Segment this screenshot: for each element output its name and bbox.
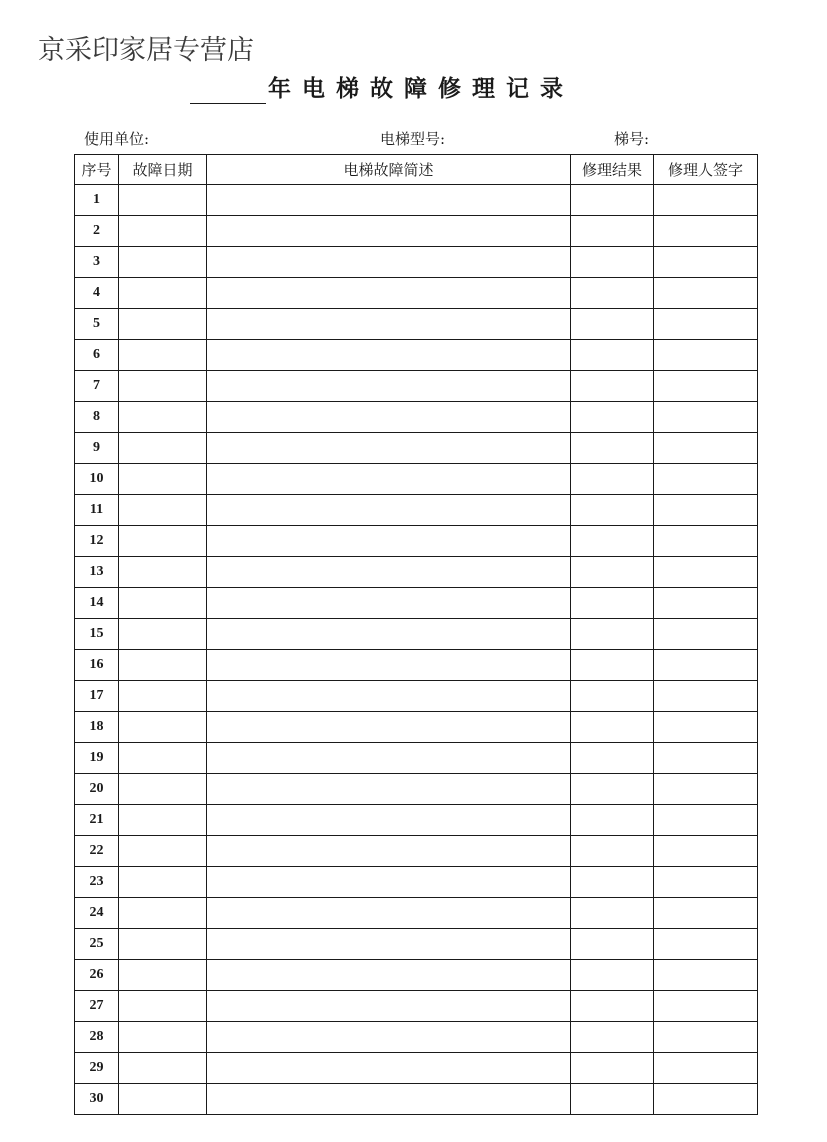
repairer-signature-cell[interactable]: [654, 867, 758, 898]
fault-description-cell[interactable]: [207, 960, 571, 991]
row-serial: 22: [75, 836, 119, 867]
store-watermark: 京采印家居专营店: [38, 35, 254, 66]
table-row: [75, 929, 758, 960]
header-fault-date: 故障日期: [119, 155, 207, 185]
repair-result-cell[interactable]: [571, 1022, 654, 1053]
row-serial: 13: [75, 557, 119, 588]
row-serial: 1: [75, 185, 119, 216]
fault-description-cell[interactable]: [207, 805, 571, 836]
fault-date-cell[interactable]: [119, 805, 207, 836]
fault-description-cell[interactable]: [207, 681, 571, 712]
row-serial: 14: [75, 588, 119, 619]
repair-result-cell[interactable]: [571, 588, 654, 619]
fault-description-cell[interactable]: [207, 340, 571, 371]
repair-result-cell[interactable]: [571, 774, 654, 805]
row-serial: 10: [75, 464, 119, 495]
table-row: [75, 495, 758, 526]
repair-result-cell[interactable]: [571, 526, 654, 557]
fault-description-cell[interactable]: [207, 929, 571, 960]
repair-result-cell[interactable]: [571, 402, 654, 433]
row-serial: 4: [75, 278, 119, 309]
row-serial: 15: [75, 619, 119, 650]
fault-date-cell[interactable]: [119, 309, 207, 340]
row-serial: 28: [75, 1022, 119, 1053]
repairer-signature-cell[interactable]: [654, 960, 758, 991]
table-row: [75, 836, 758, 867]
repairer-signature-cell[interactable]: [654, 247, 758, 278]
repairer-signature-cell[interactable]: [654, 526, 758, 557]
repairer-signature-cell[interactable]: [654, 495, 758, 526]
table-row: [75, 960, 758, 991]
fault-date-cell[interactable]: [119, 1022, 207, 1053]
repairer-signature-cell[interactable]: [654, 402, 758, 433]
table-row: [75, 650, 758, 681]
table-row: [75, 588, 758, 619]
repair-result-cell[interactable]: [571, 619, 654, 650]
repair-result-cell[interactable]: [571, 1084, 654, 1115]
table-row: [75, 712, 758, 743]
fault-description-cell[interactable]: [207, 495, 571, 526]
fault-date-cell[interactable]: [119, 650, 207, 681]
row-serial: 2: [75, 216, 119, 247]
fault-description-cell[interactable]: [207, 433, 571, 464]
repairer-signature-cell[interactable]: [654, 433, 758, 464]
row-serial: 24: [75, 898, 119, 929]
repairer-signature-cell[interactable]: [654, 1053, 758, 1084]
row-serial: 30: [75, 1084, 119, 1115]
repair-result-cell[interactable]: [571, 836, 654, 867]
fault-description-cell[interactable]: [207, 1022, 571, 1053]
document-title: [190, 70, 574, 104]
repairer-signature-cell[interactable]: [654, 991, 758, 1022]
fault-date-cell[interactable]: [119, 464, 207, 495]
fault-description-cell[interactable]: [207, 1053, 571, 1084]
repair-result-cell[interactable]: [571, 898, 654, 929]
row-serial: 8: [75, 402, 119, 433]
row-serial: 18: [75, 712, 119, 743]
fault-description-cell[interactable]: [207, 743, 571, 774]
table-row: [75, 1084, 758, 1115]
fault-date-cell[interactable]: [119, 588, 207, 619]
fault-date-cell[interactable]: [119, 960, 207, 991]
repair-result-cell[interactable]: [571, 681, 654, 712]
repair-result-cell[interactable]: [571, 464, 654, 495]
row-serial: 16: [75, 650, 119, 681]
row-serial: 17: [75, 681, 119, 712]
fault-description-cell[interactable]: [207, 557, 571, 588]
table-row: [75, 526, 758, 557]
row-serial: 23: [75, 867, 119, 898]
row-serial: 12: [75, 526, 119, 557]
elevator-number-label: 梯号:: [614, 130, 650, 148]
fault-date-cell[interactable]: [119, 836, 207, 867]
fault-description-cell[interactable]: [207, 836, 571, 867]
repair-record-table: [74, 154, 758, 1115]
fault-date-cell[interactable]: [119, 712, 207, 743]
repair-result-cell[interactable]: [571, 278, 654, 309]
repairer-signature-cell[interactable]: [654, 805, 758, 836]
repair-result-cell[interactable]: [571, 309, 654, 340]
repair-result-cell[interactable]: [571, 340, 654, 371]
repair-result-cell[interactable]: [571, 495, 654, 526]
header-repairer-signature: 修理人签字: [654, 155, 758, 185]
repairer-signature-cell[interactable]: [654, 216, 758, 247]
repair-result-cell[interactable]: [571, 991, 654, 1022]
table-row: [75, 309, 758, 340]
table-row: [75, 557, 758, 588]
table-row: [75, 681, 758, 712]
fault-date-cell[interactable]: [119, 619, 207, 650]
repairer-signature-cell[interactable]: [654, 650, 758, 681]
fault-date-cell[interactable]: [119, 495, 207, 526]
fault-date-cell[interactable]: [119, 247, 207, 278]
row-serial: 29: [75, 1053, 119, 1084]
table-row: [75, 1022, 758, 1053]
repair-result-cell[interactable]: [571, 867, 654, 898]
fault-date-cell[interactable]: [119, 743, 207, 774]
repairer-signature-cell[interactable]: [654, 371, 758, 402]
repair-result-cell[interactable]: [571, 743, 654, 774]
repair-result-cell[interactable]: [571, 929, 654, 960]
fault-description-cell[interactable]: [207, 991, 571, 1022]
model-label: 电梯型号:: [380, 130, 446, 148]
repairer-signature-cell[interactable]: [654, 836, 758, 867]
repairer-signature-cell[interactable]: [654, 619, 758, 650]
fault-date-cell[interactable]: [119, 898, 207, 929]
fault-description-cell[interactable]: [207, 402, 571, 433]
table-row: [75, 743, 758, 774]
row-serial: 5: [75, 309, 119, 340]
repairer-signature-cell[interactable]: [654, 898, 758, 929]
repair-result-cell[interactable]: [571, 185, 654, 216]
repair-result-cell[interactable]: [571, 371, 654, 402]
repair-result-cell[interactable]: [571, 960, 654, 991]
table-row: [75, 991, 758, 1022]
repairer-signature-cell[interactable]: [654, 309, 758, 340]
table-row: [75, 1053, 758, 1084]
row-serial: 3: [75, 247, 119, 278]
fault-description-cell[interactable]: [207, 588, 571, 619]
header-repair-result: 修理结果: [571, 155, 654, 185]
year-blank-line[interactable]: [190, 77, 266, 104]
fault-description-cell[interactable]: [207, 247, 571, 278]
table-row: [75, 464, 758, 495]
fault-date-cell[interactable]: [119, 774, 207, 805]
repair-result-cell[interactable]: [571, 650, 654, 681]
fault-date-cell[interactable]: [119, 433, 207, 464]
fault-description-cell[interactable]: [207, 309, 571, 340]
repairer-signature-cell[interactable]: [654, 929, 758, 960]
fault-date-cell[interactable]: [119, 991, 207, 1022]
row-serial: 6: [75, 340, 119, 371]
table-row: [75, 619, 758, 650]
fault-description-cell[interactable]: [207, 898, 571, 929]
fault-date-cell[interactable]: [119, 216, 207, 247]
fault-date-cell[interactable]: [119, 1084, 207, 1115]
repairer-signature-cell[interactable]: [654, 743, 758, 774]
repairer-signature-cell[interactable]: [654, 681, 758, 712]
row-serial: 11: [75, 495, 119, 526]
repairer-signature-cell[interactable]: [654, 588, 758, 619]
header-serial: 序号: [75, 155, 119, 185]
fault-description-cell[interactable]: [207, 1084, 571, 1115]
fault-date-cell[interactable]: [119, 929, 207, 960]
repair-result-cell[interactable]: [571, 247, 654, 278]
table-row: [75, 247, 758, 278]
row-serial: 27: [75, 991, 119, 1022]
repair-result-cell[interactable]: [571, 712, 654, 743]
table-row: [75, 867, 758, 898]
fault-description-cell[interactable]: [207, 619, 571, 650]
fault-date-cell[interactable]: [119, 340, 207, 371]
fault-date-cell[interactable]: [119, 526, 207, 557]
fault-description-cell[interactable]: [207, 371, 571, 402]
repairer-signature-cell[interactable]: [654, 340, 758, 371]
title-text: 年电梯故障修理记录: [268, 75, 574, 102]
table-row: [75, 340, 758, 371]
repairer-signature-cell[interactable]: [654, 1022, 758, 1053]
fault-date-cell[interactable]: [119, 867, 207, 898]
row-serial: 21: [75, 805, 119, 836]
repairer-signature-cell[interactable]: [654, 278, 758, 309]
fault-description-cell[interactable]: [207, 774, 571, 805]
fault-description-cell[interactable]: [207, 278, 571, 309]
fault-date-cell[interactable]: [119, 371, 207, 402]
row-serial: 7: [75, 371, 119, 402]
row-serial: 20: [75, 774, 119, 805]
table-row: [75, 898, 758, 929]
row-serial: 25: [75, 929, 119, 960]
row-serial: 19: [75, 743, 119, 774]
repair-result-cell[interactable]: [571, 216, 654, 247]
repair-result-cell[interactable]: [571, 1053, 654, 1084]
header-fault-description: 电梯故障简述: [207, 155, 571, 185]
repairer-signature-cell[interactable]: [654, 1084, 758, 1115]
table-row: [75, 774, 758, 805]
fault-description-cell[interactable]: [207, 526, 571, 557]
table-row: [75, 278, 758, 309]
repairer-signature-cell[interactable]: [654, 557, 758, 588]
table-row: [75, 402, 758, 433]
table-row: [75, 216, 758, 247]
table-row: [75, 185, 758, 216]
row-serial: 9: [75, 433, 119, 464]
table-row: [75, 371, 758, 402]
fault-description-cell[interactable]: [207, 216, 571, 247]
repairer-signature-cell[interactable]: [654, 185, 758, 216]
row-serial: 26: [75, 960, 119, 991]
table-body: [75, 185, 758, 1115]
fault-description-cell[interactable]: [207, 712, 571, 743]
fault-date-cell[interactable]: [119, 1053, 207, 1084]
table-row: [75, 433, 758, 464]
repairer-signature-cell[interactable]: [654, 774, 758, 805]
fault-date-cell[interactable]: [119, 185, 207, 216]
repair-result-cell[interactable]: [571, 433, 654, 464]
repairer-signature-cell[interactable]: [654, 712, 758, 743]
fault-date-cell[interactable]: [119, 557, 207, 588]
unit-label: 使用单位:: [84, 130, 150, 148]
fault-description-cell[interactable]: [207, 185, 571, 216]
fault-date-cell[interactable]: [119, 681, 207, 712]
fault-description-cell[interactable]: [207, 867, 571, 898]
fault-description-cell[interactable]: [207, 464, 571, 495]
fault-description-cell[interactable]: [207, 650, 571, 681]
repair-result-cell[interactable]: [571, 805, 654, 836]
table-header-row: [75, 155, 758, 185]
fault-date-cell[interactable]: [119, 402, 207, 433]
table-row: [75, 805, 758, 836]
fault-date-cell[interactable]: [119, 278, 207, 309]
repairer-signature-cell[interactable]: [654, 464, 758, 495]
repair-result-cell[interactable]: [571, 557, 654, 588]
